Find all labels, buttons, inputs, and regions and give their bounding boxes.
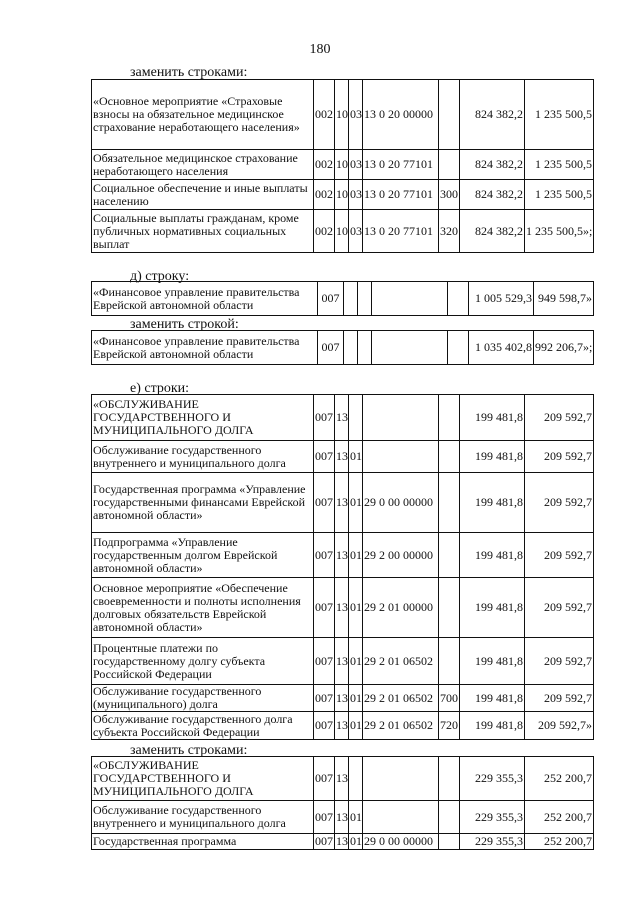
cell-section: 13 xyxy=(335,757,349,801)
cell-name: Государственная программа xyxy=(92,834,314,850)
cell-subsection: 01 xyxy=(349,801,363,834)
cell-section: 13 xyxy=(335,801,349,834)
cell-amount-1: 1 035 402,8 xyxy=(469,331,534,365)
cell-amount-1: 229 355,3 xyxy=(460,757,525,801)
cell-target-article xyxy=(363,757,439,801)
cell-expense-type xyxy=(439,395,460,441)
cell-admin-code: 007 xyxy=(314,578,335,638)
cell-target-article: 29 0 00 00000 xyxy=(363,473,439,533)
table-row xyxy=(92,834,594,850)
cell-name: Обслуживание государственного внутреннего и муниципального долга xyxy=(92,801,314,834)
cell-admin-code: 007 xyxy=(314,685,335,712)
table-row xyxy=(92,473,594,533)
cell-name: Подпрограмма «Управление государственным долгом Еврейской автономной области» xyxy=(92,533,314,578)
cell-name: Обслуживание государственного долга субъекта Российской Федерации xyxy=(92,712,314,740)
cell-name: «ОБСЛУЖИВАНИЕ ГОСУДАРСТВЕННОГО И МУНИЦИПАЛЬНОГО ДОЛГА xyxy=(92,395,314,441)
cell-expense-type: 720 xyxy=(439,712,460,740)
cell-amount-2: 949 598,7» xyxy=(534,282,594,316)
table-row xyxy=(92,801,594,834)
cell-section: 13 xyxy=(335,473,349,533)
cell-amount-2: 252 200,7 xyxy=(525,757,594,801)
cell-name: «ОБСЛУЖИВАНИЕ ГОСУДАРСТВЕННОГО И МУНИЦИПАЛЬНОГО ДОЛГА xyxy=(92,757,314,801)
cell-subsection: 01 xyxy=(349,685,363,712)
cell-amount-1: 199 481,8 xyxy=(460,578,525,638)
cell-expense-type xyxy=(448,282,469,316)
cell-admin-code: 007 xyxy=(314,712,335,740)
cell-subsection xyxy=(358,282,372,316)
cell-amount-2: 209 592,7 xyxy=(525,395,594,441)
cell-name: Основное мероприятие «Обеспечение своевременности и полноты исполнения долговых обязательств Еврейской автономной области» xyxy=(92,578,314,638)
cell-section xyxy=(344,331,358,365)
cell-admin-code: 002 xyxy=(314,80,335,150)
cell-amount-2: 1 235 500,5 xyxy=(525,150,594,180)
cell-expense-type xyxy=(439,834,460,850)
cell-expense-type xyxy=(448,331,469,365)
cell-expense-type xyxy=(439,638,460,685)
cell-name: Обслуживание государственного внутреннего и муниципального долга xyxy=(92,441,314,473)
cell-amount-2: 1 235 500,5 xyxy=(525,80,594,150)
cell-amount-1: 199 481,8 xyxy=(460,473,525,533)
cell-amount-1: 199 481,8 xyxy=(460,638,525,685)
cell-amount-1: 824 382,2 xyxy=(460,150,525,180)
cell-amount-2: 252 200,7 xyxy=(525,801,594,834)
cell-section: 13 xyxy=(335,441,349,473)
cell-amount-1: 199 481,8 xyxy=(460,712,525,740)
cell-name: Процентные платежи по государственному долгу субъекта Российской Федерации xyxy=(92,638,314,685)
cell-amount-1: 824 382,2 xyxy=(460,210,525,253)
cell-section: 13 xyxy=(335,395,349,441)
cell-name: Обслуживание государственного (муниципального) долга xyxy=(92,685,314,712)
cell-section: 13 xyxy=(335,712,349,740)
cell-amount-2: 209 592,7 xyxy=(525,578,594,638)
cell-subsection: 03 xyxy=(349,180,363,210)
cell-name: Государственная программа «Управление государственными финансами Еврейской автономной области» xyxy=(92,473,314,533)
label-row-d: д) строку: xyxy=(130,269,190,284)
cell-admin-code: 007 xyxy=(315,834,333,848)
cell-name: «Финансовое управление правительства Еврейской автономной области xyxy=(92,282,318,316)
cell-target-article: 13 0 20 00000 xyxy=(363,80,439,150)
cell-admin-code: 007 xyxy=(314,395,335,441)
cell-expense-type: 700 xyxy=(439,685,460,712)
table-row xyxy=(92,712,594,740)
cell-admin-code: 007 xyxy=(314,757,335,801)
cell-target-article xyxy=(363,801,439,834)
cell-expense-type xyxy=(439,533,460,578)
cell-admin-code: 002 xyxy=(314,210,335,253)
cell-expense-type xyxy=(439,757,460,801)
cell-subsection xyxy=(358,331,372,365)
label-rows-e: е) строки: xyxy=(130,381,190,396)
table-row xyxy=(92,150,594,180)
cell-section: 13 xyxy=(335,638,349,685)
cell-amount-2: 209 592,7 xyxy=(525,473,594,533)
cell-target-article: 29 2 00 00000 xyxy=(363,533,439,578)
cell-amount-2: 992 206,7»; xyxy=(534,331,594,365)
cell-section: 10 xyxy=(335,180,349,210)
cell-target-article: 29 2 01 00000 xyxy=(363,578,439,638)
table-row xyxy=(92,685,594,712)
cell-subsection: 01 xyxy=(349,578,363,638)
cell-target-article xyxy=(363,395,439,441)
cell-admin-code: 007 xyxy=(314,473,335,533)
cell-subsection: 01 xyxy=(349,473,363,533)
cell-target-article: 29 2 01 06502 xyxy=(363,638,439,685)
cell-target-article: 29 2 01 06502 xyxy=(363,712,439,740)
cell-amount-1: 229 355,3 xyxy=(460,834,525,850)
table-row xyxy=(92,180,594,210)
cell-subsection: 03 xyxy=(349,80,363,150)
table-row xyxy=(92,533,594,578)
cell-target-article xyxy=(372,331,448,365)
cell-admin-code: 007 xyxy=(314,801,335,834)
cell-expense-type xyxy=(439,150,460,180)
cell-target-article: 13 0 20 77101 xyxy=(363,210,439,253)
cell-subsection: 01 xyxy=(350,834,362,848)
cell-target-article: 29 2 01 06502 xyxy=(363,685,439,712)
cell-name: Обязательное медицинское страхование неработающего населения xyxy=(92,150,314,180)
cell-amount-2: 209 592,7 xyxy=(525,685,594,712)
cell-subsection: 01 xyxy=(349,441,363,473)
cell-admin-code: 007 xyxy=(314,638,335,685)
table-block-d-replacement xyxy=(91,330,594,365)
cell-target-article xyxy=(372,282,448,316)
cell-target-article xyxy=(363,441,439,473)
cell-expense-type xyxy=(439,473,460,533)
label-replace-row-d: заменить строкой: xyxy=(130,317,239,332)
cell-expense-type: 320 xyxy=(439,210,460,253)
cell-amount-2: 209 592,7» xyxy=(525,712,594,740)
cell-name: Социальные выплаты гражданам, кроме публичных нормативных социальных выплат xyxy=(92,210,314,253)
cell-admin-code: 002 xyxy=(314,150,335,180)
cell-subsection: 03 xyxy=(349,210,363,253)
cell-expense-type: 300 xyxy=(439,180,460,210)
cell-admin-code: 007 xyxy=(318,331,344,365)
cell-expense-type xyxy=(439,441,460,473)
cell-subsection xyxy=(349,757,363,801)
cell-subsection: 01 xyxy=(349,712,363,740)
cell-name: «Финансовое управление правительства Еврейской автономной области xyxy=(92,331,318,365)
table-row xyxy=(92,441,594,473)
cell-expense-type xyxy=(439,80,460,150)
cell-amount-1: 199 481,8 xyxy=(460,441,525,473)
cell-amount-2: 252 200,7 xyxy=(525,834,594,850)
table-row xyxy=(92,395,594,441)
cell-subsection: 03 xyxy=(349,150,363,180)
cell-section: 13 xyxy=(335,533,349,578)
cell-name: «Основное мероприятие «Страховые взносы на обязательное медицинское страхование неработающего населения» xyxy=(92,80,314,150)
cell-target-article: 13 0 20 77101 xyxy=(363,180,439,210)
cell-amount-2: 209 592,7 xyxy=(525,638,594,685)
cell-subsection: 01 xyxy=(349,533,363,578)
cell-section xyxy=(344,282,358,316)
cell-admin-code: 007 xyxy=(314,441,335,473)
cell-amount-2: 1 235 500,5 xyxy=(525,180,594,210)
cell-section: 13 xyxy=(335,578,349,638)
table-row xyxy=(92,210,594,253)
cell-subsection: 01 xyxy=(349,638,363,685)
table-block-e xyxy=(91,394,594,740)
table-row xyxy=(92,331,594,365)
cell-target-article: 13 0 20 77101 xyxy=(363,150,439,180)
cell-name: Социальное обеспечение и иные выплаты населению xyxy=(92,180,314,210)
label-replace-rows-1: заменить строками: xyxy=(130,65,248,80)
cell-section: 10 xyxy=(335,210,349,253)
cell-amount-1: 199 481,8 xyxy=(460,395,525,441)
table-block-d xyxy=(91,281,594,316)
table-row xyxy=(92,578,594,638)
cell-amount-1: 229 355,3 xyxy=(460,801,525,834)
cell-subsection xyxy=(349,395,363,441)
page-number: 180 xyxy=(309,42,331,57)
cell-admin-code: 007 xyxy=(318,282,344,316)
cell-target-article: 29 0 00 00000 xyxy=(363,834,439,850)
cell-admin-code: 007 xyxy=(314,533,335,578)
cell-expense-type xyxy=(439,801,460,834)
table-row xyxy=(92,638,594,685)
table-row xyxy=(92,282,594,316)
table-row xyxy=(92,80,594,150)
cell-admin-code: 002 xyxy=(314,180,335,210)
cell-section: 10 xyxy=(335,150,349,180)
table-block-b-replacement xyxy=(91,79,594,253)
cell-amount-1: 824 382,2 xyxy=(460,80,525,150)
cell-amount-2: 1 235 500,5»; xyxy=(525,210,594,253)
label-replace-rows-e: заменить строками: xyxy=(130,743,248,758)
cell-amount-1: 199 481,8 xyxy=(460,685,525,712)
cell-amount-1: 824 382,2 xyxy=(460,180,525,210)
cell-section: 13 xyxy=(336,834,348,848)
cell-amount-2: 209 592,7 xyxy=(525,533,594,578)
cell-amount-1: 199 481,8 xyxy=(460,533,525,578)
cell-expense-type xyxy=(439,578,460,638)
cell-amount-1: 1 005 529,3 xyxy=(469,282,534,316)
table-block-e-replacement xyxy=(91,756,594,850)
table-row xyxy=(92,757,594,801)
cell-section: 10 xyxy=(335,80,349,150)
cell-amount-2: 209 592,7 xyxy=(525,441,594,473)
cell-section: 13 xyxy=(335,685,349,712)
